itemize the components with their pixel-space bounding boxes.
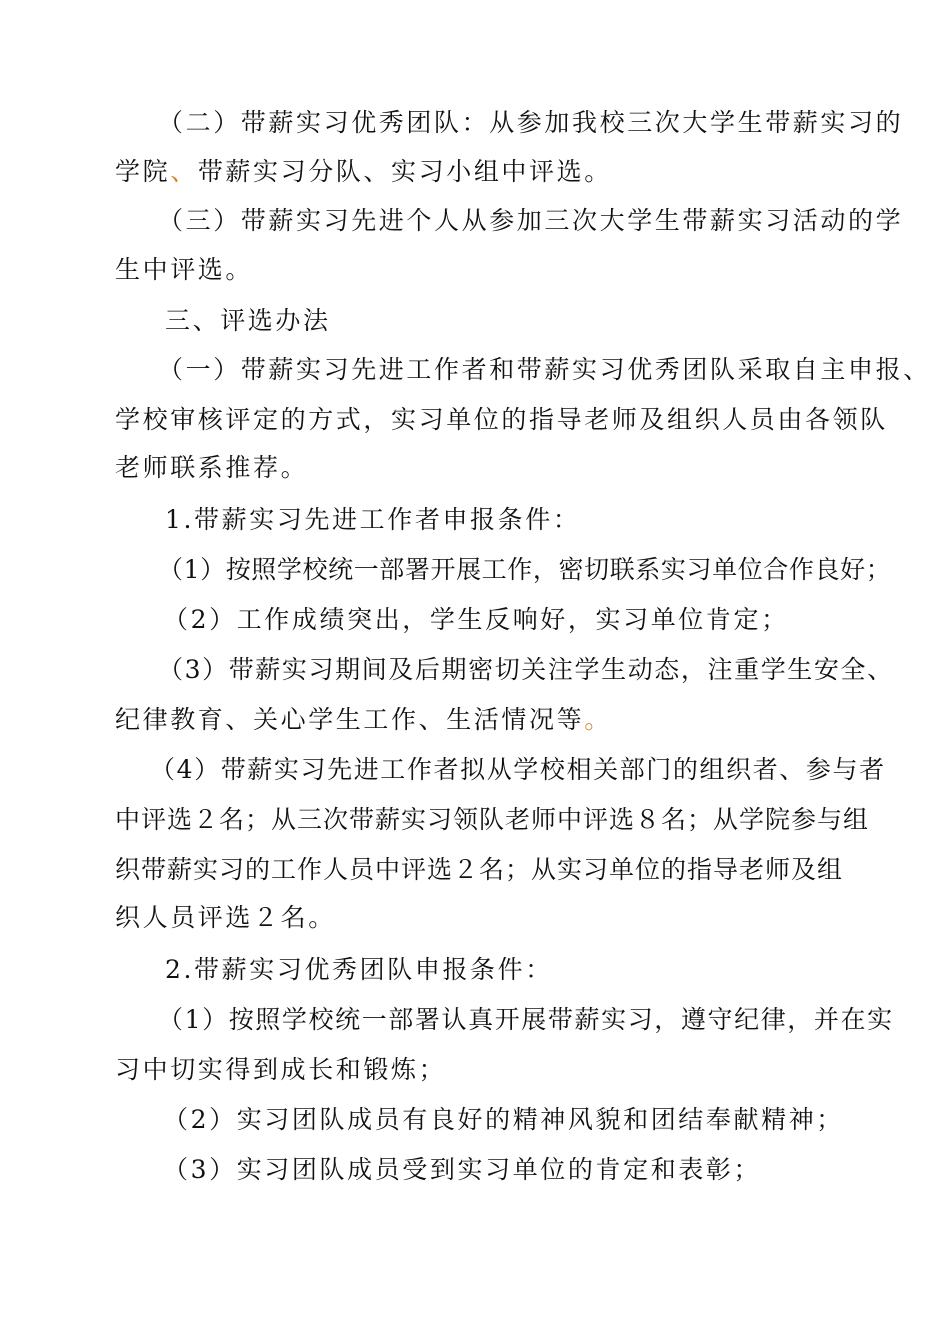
paragraph-line: 中评选２名；从三次带薪实习领队老师中评选８名；从学院参与组 xyxy=(115,805,870,834)
line-text: 学院 xyxy=(115,157,171,186)
paragraph-line: 织人员评选２名。 xyxy=(115,903,336,932)
paragraph-line: （1）按照学校统一部署开展工作，密切联系实习单位合作良好； xyxy=(158,555,892,584)
accent-punctuation: 、 xyxy=(170,157,198,186)
paragraph-line: 学校审核评定的方式，实习单位的指导老师及组织人员由各领队 xyxy=(115,405,888,434)
paragraph-line: （三）带薪实习先进个人从参加三次大学生带薪实习活动的学 xyxy=(158,206,904,235)
paragraph-line: （一）带薪实习先进工作者和带薪实习优秀团队采取自主申报、 xyxy=(158,355,931,384)
paragraph-line: （2）工作成绩突出，学生反响好，实习单位肯定； xyxy=(163,605,789,634)
paragraph-line: 织带薪实习的工作人员中评选２名；从实习单位的指导老师及组 xyxy=(115,855,844,884)
paragraph-line xyxy=(115,703,612,737)
paragraph-line xyxy=(115,155,612,189)
paragraph-line: （3）实习团队成员受到实习单位的肯定和表彰； xyxy=(163,1155,762,1184)
subsection-heading: 1.带薪实习先进工作者申报条件： xyxy=(165,505,581,534)
paragraph-line: （二）带薪实习优秀团队：从参加我校三次大学生带薪实习的 xyxy=(158,108,904,137)
accent-punctuation: 。 xyxy=(584,705,612,734)
subsection-heading: 2.带薪实习优秀团队申报条件： xyxy=(165,955,553,984)
paragraph-line: （1）按照学校统一部署认真开展带薪实习，遵守纪律，并在实 xyxy=(158,1005,894,1034)
line-text: 纪律教育、关心学生工作、生活情况等 xyxy=(115,705,585,734)
line-text: 带薪实习分队、实习小组中评选。 xyxy=(197,157,612,186)
paragraph-line: （2）实习团队成员有良好的精神风貌和团结奉献精神； xyxy=(163,1105,844,1134)
paragraph-line: （3）带薪实习期间及后期密切关注学生动态，注重学生安全、 xyxy=(158,655,894,684)
paragraph-line: （4）带薪实习先进工作者拟从学校相关部门的组织者、参与者 xyxy=(150,755,886,784)
paragraph-line: 老师联系推荐。 xyxy=(115,453,309,482)
paragraph-line: 生中评选。 xyxy=(115,255,254,284)
paragraph-line: 习中切实得到成长和锻炼； xyxy=(115,1055,447,1084)
section-heading: 三、评选办法 xyxy=(165,306,331,335)
